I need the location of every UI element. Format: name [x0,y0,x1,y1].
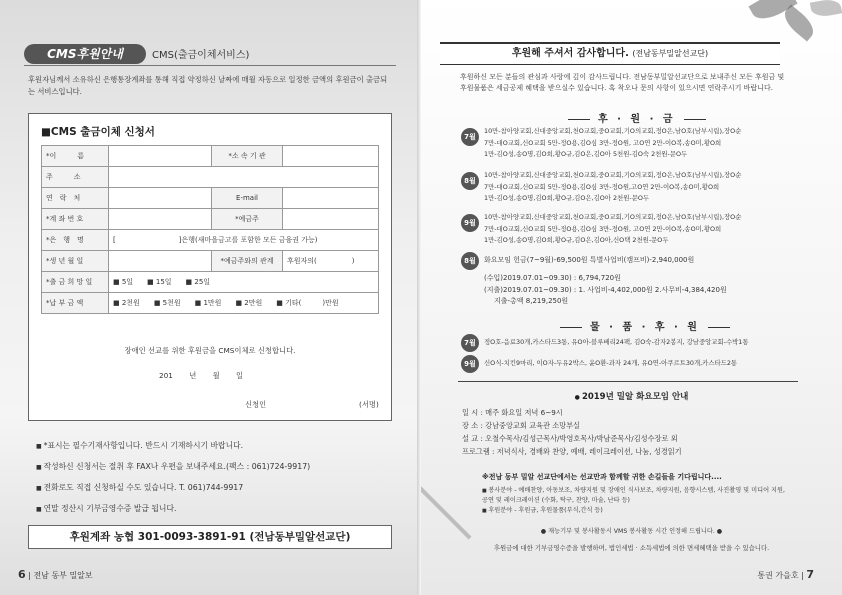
thanks-org: (전남동부밀알선교단) [632,49,709,58]
form-title: ■CMS 출금이체 신청서 [41,126,155,138]
meeting-info [462,406,682,458]
account-no-field[interactable] [109,209,212,230]
label-contact: 연 락 처 [42,188,109,209]
pay-date-options[interactable]: ■ 5일 ■ 15일 ■ 25일 [109,272,379,293]
name-field[interactable] [109,146,212,167]
vms-note: ● 재능기부 및 봉사활동시 VMS 봉사활동 시간 인정해 드립니다. ● [540,528,723,535]
donation-line: 7만-대O교회,신O교회 5만-정O용,김O심 3만-정O원, 고O연 2만-이O복,송O미,황O희 [484,224,722,233]
label-account-no: *계 좌 번 호 [42,209,109,230]
applicant-label: 신청인 [245,400,267,409]
bank-field[interactable]: [ ]은행(새마을금고를 포함한 모든 금융권 가능) [109,230,379,251]
thanks-intro: 후원하신 모든 분들의 관심과 사랑에 깊이 감사드립니다. 전남동부밀알선교단으로 보내주신 모든 후원금 및 후원물품은 세금공제 혜택을 받으실수 있습니다. 혹 착오나 문의 사항이 있으시면 연락주시기 바랍니다. [460,73,785,92]
donation-line: 7만-대O교회,신O교회 5만-정O용,김O심 3만-정O원,고O연 2만-이O복,송O미,황O희 [484,182,720,191]
relation-field[interactable]: 후원자의( ) [283,251,379,272]
donation-line: 1만-김O성,송O명,김O희,황O규,김O은,김O아 5천원-김O숙 2천원-문O두 [484,150,688,158]
donation-line: 1만-김O성,송O명,김O희,황O규,김O은,김O아 2천원-문O두 [484,194,650,202]
label-email: E-mail [212,188,283,209]
form-table [41,145,379,314]
email-field[interactable] [283,188,379,209]
month-badge: 9월 [461,355,479,373]
label-address: 주 소 [42,167,109,188]
contact-field[interactable] [109,188,212,209]
cms-subtitle: CMS(출금이체서비스) [152,50,250,61]
volunteer-areas [482,486,792,516]
finance-summary [484,273,727,308]
label-birth: *생 년 월 일 [42,251,109,272]
page-number: 6 [18,568,26,581]
meeting-preachers: 설 교 : 오철수목사/김성근목사/박영호목사/박남준목사/김성수장로 외 [462,434,678,443]
label-pay-date: *출 금 희 망 일 [42,272,109,293]
volunteer-area: ■ 봉사분야 - 예배찬양, 아동보조, 차량지원 및 장애인 식사보조, 차량지원, 음향시스템, 사진촬영 및 미디어 지원, 공연 및 레이크레이션 (수화, 탁구, 찬양, 마술, 난타 등) [482,486,792,506]
cms-intro: 후원자님께서 소유하신 은행통장계좌를 통해 직접 약정하신 날짜에 매월 자동으로 일정한 금액의 후원금이 출금되는 서비스입니다. [28,75,388,96]
footer-text: 통권 가을호 | [757,571,804,580]
label-bank: *은 행 명 [42,230,109,251]
note-item: ■ 연말 정산시 기부금영수증 발급 됩니다. [36,503,396,514]
month-donations [484,126,804,161]
note-item: ■ 작성하신 신청서는 절취 후 FAX나 우편을 보내주세요.(팩스 : 061)724-9917) [36,461,396,472]
thanks-title: 후원해 주셔서 감사합니다. [511,48,629,59]
divider [458,381,798,382]
month-badge: 8월 [461,252,479,270]
birth-field[interactable] [109,251,212,272]
label-relation: *예금주와의 관계 [212,251,283,272]
donation-account: 후원계좌 농협 301-0093-3891-91 (전남동부밀알선교단) [28,525,392,549]
section-goods: 물 · 품 · 후 · 원 [552,318,738,333]
donation-line: 10만-참아양교회,신대중앙교회,천O교회,중O교회,기O의교회,정O은,남O호(남부시립),장O순 [484,213,742,221]
month-donations [484,212,804,247]
donation-line: 10만-참아양교회,신대중앙교회,천O교회,중O교회,기O의교회,정O은,남O호(남부시립),장O순 [484,127,742,135]
goods-line: 정O호-음료30개,카스타드3통, 유O아-블루베리24팩, 김O숙-감자2봉지, 강남중앙교회-수박1통 [484,338,749,346]
note-item: ■ *표시는 필수기재사항입니다. 반드시 기재하시기 바랍니다. [36,440,396,451]
footer-right [757,568,814,581]
cms-application-form [28,113,392,421]
leaf-decoration [810,0,842,18]
donation-line: 화요모임 헌금(7~9월)-69,500원 특별사업비(캠프비)-2,940,000원 [484,256,695,264]
page-number: 7 [806,568,814,581]
signature-label: (서명) [359,400,379,409]
tax-note: 후원금에 대한 기부금영수증을 발행하며, 법인세법 · 소득세법에 의한 면세혜택을 받을 수 있습니다. [493,544,770,552]
meeting-time: 일 시 : 매주 화요일 저녁 6~9시 [462,408,563,417]
address-field[interactable] [109,167,379,188]
meeting-place: 장 소 : 강남중앙교회 교육관 소망부실 [462,421,580,430]
form-note: 장애인 선교를 위한 후원금을 CMS이체로 신청합니다. [124,346,296,355]
month-badge: 7월 [461,128,479,146]
label-church: *소 속 기 관 [212,146,283,167]
section-money: 후 · 원 · 금 [560,110,714,125]
divider [24,65,396,66]
note-item: ■ 전화로도 직접 신청하실 수도 있습니다. T. 061)744-9917 [36,482,396,493]
depositor-field[interactable] [283,209,379,230]
month-donations [484,170,804,205]
church-field[interactable] [283,146,379,167]
thanks-header [440,42,780,65]
total-expense-line: 지출-총액 8,219,250원 [494,297,569,305]
donation-line: 1만-김O성,송O명,김O희,황O규,김O은,김O아,신O택 2천원-문O두 [484,236,669,244]
footer-text: | 전남 동부 밀알보 [28,571,93,580]
donation-area: ■ 후원분야 - 후원금, 후원물품(부식,간식 등) [482,506,792,516]
meeting-title: ● 2019년 밀알 화요모임 안내 [421,390,842,402]
goods-line: 신O식-치킨9마리, 이O자-두유2박스, 윤O환-과자 24개, 유O연-아쿠르트30개,카스타드2통 [484,359,738,367]
label-amount: *납 부 금 액 [42,293,109,314]
expense-line: (지출)2019.07.01~09.30) : 1. 사업비-4,402,000원 2.사무비-4,384,420원 [484,285,727,294]
form-date: 201 년 월 일 [159,371,244,380]
donation-line: 7만-대O교회,신O교회 5만-정O용,김O심 3만-정O원, 고O연 2만-이O복,송O미,황O희 [484,138,722,147]
amount-options[interactable]: ■ 2천원 ■ 5천원 ■ 1만원 ■ 2만원 ■ 기타( )만원 [109,293,379,314]
month-badge: 7월 [461,334,479,352]
income-line: (수입)2019.07.01~09.30) : 6,794,720원 [484,274,621,282]
month-badge: 8월 [461,172,479,190]
footer-left [18,568,93,581]
meeting-program: 프로그램 : 저녁식사, 경배와 찬양, 예배, 레이크레이션, 나눔, 성경읽기 [462,447,682,456]
cms-badge: CMS후원안내 [24,44,146,64]
volunteer-call: ※전남 동부 밀알 선교단에서는 선교만과 함께할 귀한 손길들을 기다립니다.... [482,473,722,481]
label-name: *이 름 [42,146,109,167]
month-donations [484,255,804,267]
label-depositor: *예금주 [212,209,283,230]
notes-list [36,440,396,524]
donation-line: 10만-참아양교회,신대중앙교회,천O교회,중O교회,기O의교회,정O은,남O호(남부시립),장O순 [484,171,742,179]
month-badge: 9월 [461,214,479,232]
